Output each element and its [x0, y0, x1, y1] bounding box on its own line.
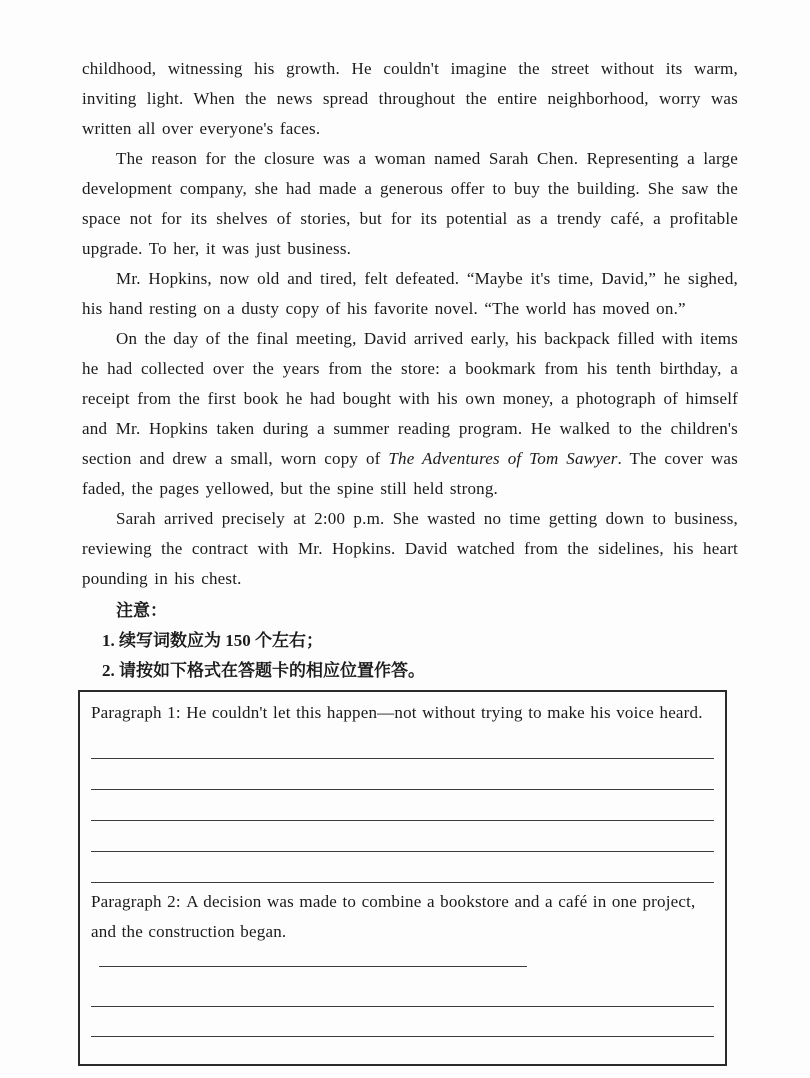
paragraph2-prompt: A decision was made to combine a bookstore and a café in one project, and the construction began. — [91, 892, 696, 941]
story-paragraph-3: Mr. Hopkins, now old and tired, felt defeated. “Maybe it's time, David,” he sighed, his hand resting on a dusty copy of his favorite novel. “The world has moved on.” — [82, 269, 738, 318]
note-item-1: 1. 续写词数应为 150 个左右； — [102, 631, 323, 650]
story-paragraph-1: childhood, witnessing his growth. He couldn't imagine the street without its warm, inviting light. When the news spread throughout the entire neighborhood, worry was written all over everyone's faces. — [82, 59, 738, 138]
paragraph2-label: Paragraph 2: — [91, 892, 181, 911]
answer-line — [91, 790, 714, 821]
answer-line — [91, 821, 714, 852]
paragraph2-inline-answer-line — [99, 964, 527, 967]
story-paragraph-4 — [82, 324, 738, 504]
answer-line — [91, 852, 714, 883]
paragraph2-answer-lines — [91, 977, 714, 1066]
story-paragraph-4-text: On the day of the final meeting, David arrived early, his backpack filled with items he had collected over the years from the store: a bookmark from his tenth birthday, a receipt from the first book he had bought with his own money, a photograph of himself and Mr. Hopkins taken during a summer reading program. He walked to the children's section and drew a small, worn copy of — [82, 329, 738, 468]
paragraph2-prompt-line — [91, 887, 714, 977]
answer-line — [91, 728, 714, 759]
answer-line — [91, 1007, 714, 1037]
notes-heading: 注意： — [116, 601, 167, 620]
page-content — [82, 54, 738, 686]
notes-section — [82, 596, 738, 686]
paragraph1-answer-lines — [91, 728, 714, 883]
paragraph1-prompt: He couldn't let this happen—not without trying to make his voice heard. — [186, 703, 703, 722]
story-paragraph-4-tail: . The cover was faded, the pages yellowed, but the spine still held strong. — [82, 449, 738, 498]
story-paragraph-5: Sarah arrived precisely at 2:00 p.m. She wasted no time getting down to business, reviewing the contract with Mr. Hopkins. David watched from the sidelines, his heart pounding in his chest. — [82, 509, 738, 588]
book-title: The Adventures of Tom Sawyer — [388, 449, 618, 468]
story-paragraph-2: The reason for the closure was a woman named Sarah Chen. Representing a large development company, she had made a generous offer to buy the building. She saw the space not for its shelves of stories, but for its potential as a trendy café, a profitable upgrade. To her, it was just business. — [82, 149, 738, 258]
answer-line — [91, 759, 714, 790]
note-item-2: 2. 请按如下格式在答题卡的相应位置作答。 — [102, 661, 425, 680]
answer-line — [91, 977, 714, 1007]
paragraph1-prompt-line — [91, 698, 714, 728]
answer-box — [78, 690, 727, 1066]
answer-line — [91, 1037, 714, 1066]
reading-passage — [82, 54, 738, 594]
paragraph1-label: Paragraph 1: — [91, 703, 181, 722]
